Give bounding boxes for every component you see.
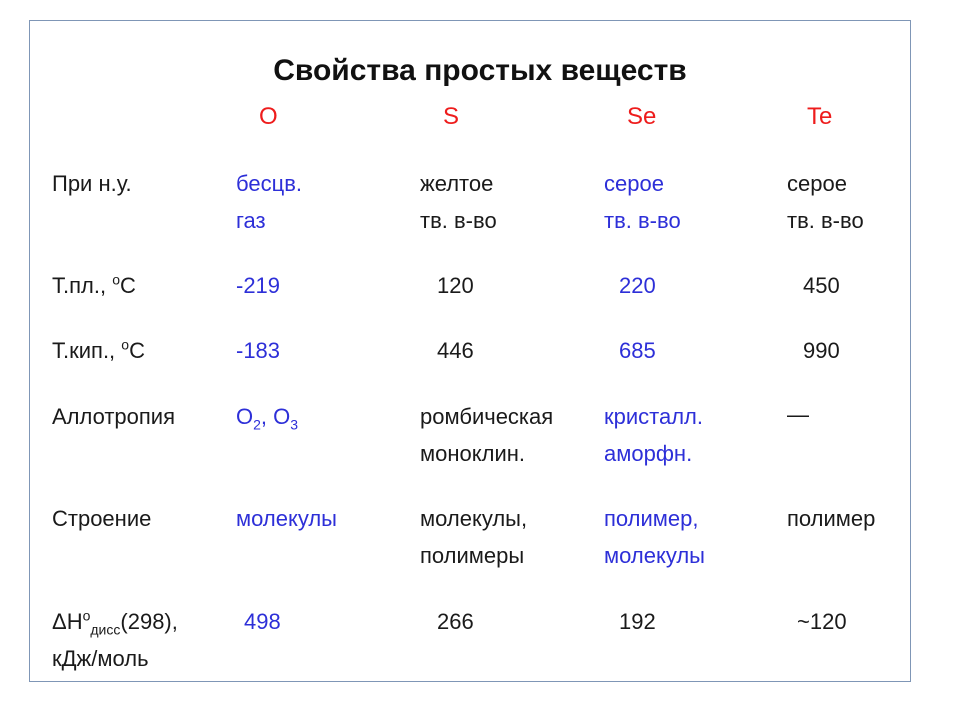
state-s-line1: желтое xyxy=(420,171,494,196)
state-se-line1: серое xyxy=(604,171,664,196)
allotropy-se-line1: кристалл. xyxy=(604,404,703,429)
allotropy-se-line2: аморфн. xyxy=(604,441,693,466)
boiling-te: 990 xyxy=(803,338,840,363)
structure-s-line2: полимеры xyxy=(420,543,525,568)
allotropy-s-line1: ромбическая xyxy=(420,404,554,429)
melting-s: 120 xyxy=(437,273,474,298)
allotropy-te: — xyxy=(787,402,809,427)
element-header-se: Se xyxy=(627,103,657,130)
structure-se-line1: полимер, xyxy=(604,506,699,531)
structure-s-line1: молекулы, xyxy=(420,506,528,531)
state-te-line2: тв. в-во xyxy=(787,208,864,233)
row-label-state: При н.у. xyxy=(52,171,132,196)
state-s-line2: тв. в-во xyxy=(420,208,497,233)
structure-se-line2: молекулы xyxy=(604,543,705,568)
row-label-melting: Т.пл., $^o$С xyxy=(52,271,136,298)
allotropy-s-line2: моноклин. xyxy=(420,441,526,466)
dissociation-s: 266 xyxy=(437,609,474,634)
dissociation-te: ~120 xyxy=(797,609,847,634)
allotropy-o: $O_2$, $O_3$ xyxy=(236,404,299,433)
melting-se: 220 xyxy=(619,273,656,298)
dissociation-o: 498 xyxy=(244,609,281,634)
row-label-dissociation: $\Delta H^o_{дисс}(298)$, xyxy=(52,607,178,638)
state-se-line2: тв. в-во xyxy=(604,208,681,233)
dissociation-se: 192 xyxy=(619,609,656,634)
structure-te: полимер xyxy=(787,506,876,531)
row-label-structure: Строение xyxy=(52,506,152,531)
boiling-o: -183 xyxy=(236,338,281,363)
row-label-allotropy: Аллотропия xyxy=(52,404,176,429)
structure-o: молекулы xyxy=(236,506,337,531)
melting-o: -219 xyxy=(236,273,281,298)
state-te-line1: серое xyxy=(787,171,847,196)
element-header-o: O xyxy=(259,103,278,130)
row-label-dissociation-units: кДж/моль xyxy=(52,646,149,671)
state-o-line1: бесцв. xyxy=(236,171,302,196)
melting-te: 450 xyxy=(803,273,840,298)
boiling-s: 446 xyxy=(437,338,474,363)
element-header-te: Te xyxy=(807,103,833,130)
state-o-line2: газ xyxy=(236,208,266,233)
element-header-s: S xyxy=(443,103,460,130)
page-title: Свойства простых веществ xyxy=(273,54,687,87)
row-label-boiling: Т.кип., $^o$С xyxy=(52,336,145,363)
boiling-se: 685 xyxy=(619,338,656,363)
